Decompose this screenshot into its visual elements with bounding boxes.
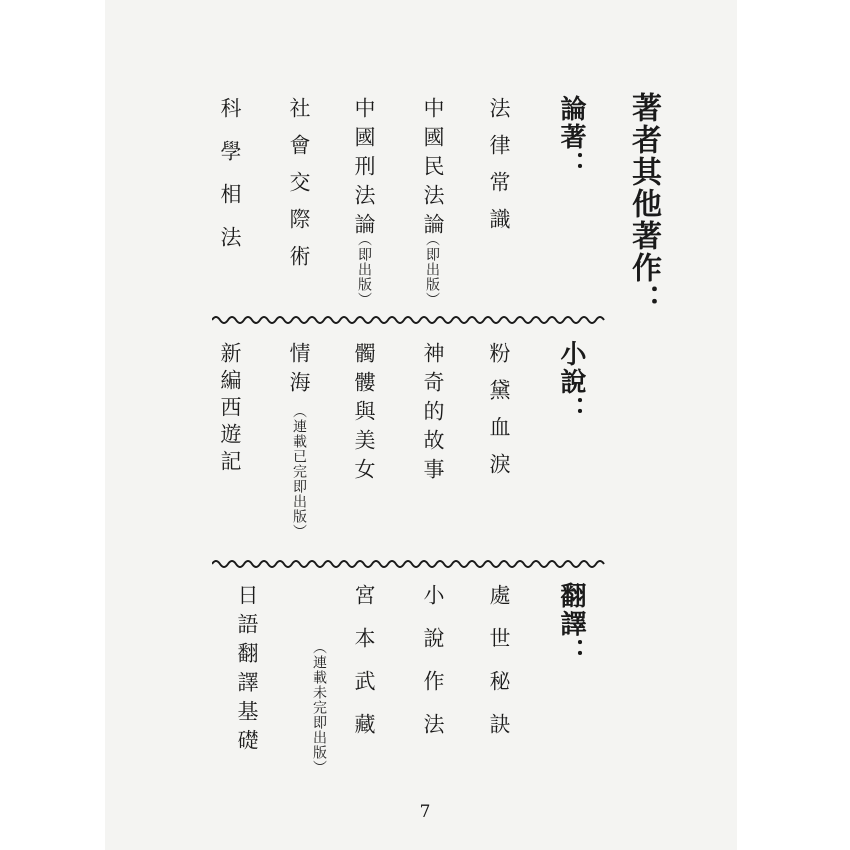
list-item: 宮本武藏 <box>352 584 376 756</box>
list-item: 社會交際術 <box>287 97 311 282</box>
list-item: 神奇的故事 <box>421 342 445 487</box>
wavy-divider <box>212 314 607 326</box>
wavy-divider <box>212 558 607 570</box>
page-number: 7 <box>419 802 431 822</box>
list-item: 法律常識 <box>487 97 511 245</box>
list-item-note: （連載未完即出版） <box>311 640 327 775</box>
list-item: 中國刑法論 <box>352 97 376 242</box>
list-item-note: （即出版） <box>356 232 372 307</box>
list-item: 中國民法論 <box>421 97 445 242</box>
list-item: 粉黛血淚 <box>487 342 511 490</box>
list-item: 處世秘訣 <box>487 584 511 756</box>
section-heading-lunzhu: 論著： <box>556 95 586 179</box>
list-item: 小說作法 <box>421 584 445 756</box>
page-title: 著者其他著作： <box>626 92 661 316</box>
list-item: 日語翻譯基礎 <box>235 584 259 758</box>
list-item: 新編西遊記 <box>218 342 242 477</box>
list-item: 髑髏與美女 <box>352 342 376 487</box>
list-item-note: （即出版） <box>424 232 440 307</box>
list-item-note: （連載已完即出版） <box>291 404 307 539</box>
section-heading-fanyi: 翻譯： <box>556 582 586 666</box>
list-item: 情海 <box>287 342 311 400</box>
section-heading-xiaoshuo: 小說： <box>556 340 586 424</box>
list-item: 科學相法 <box>218 97 242 269</box>
